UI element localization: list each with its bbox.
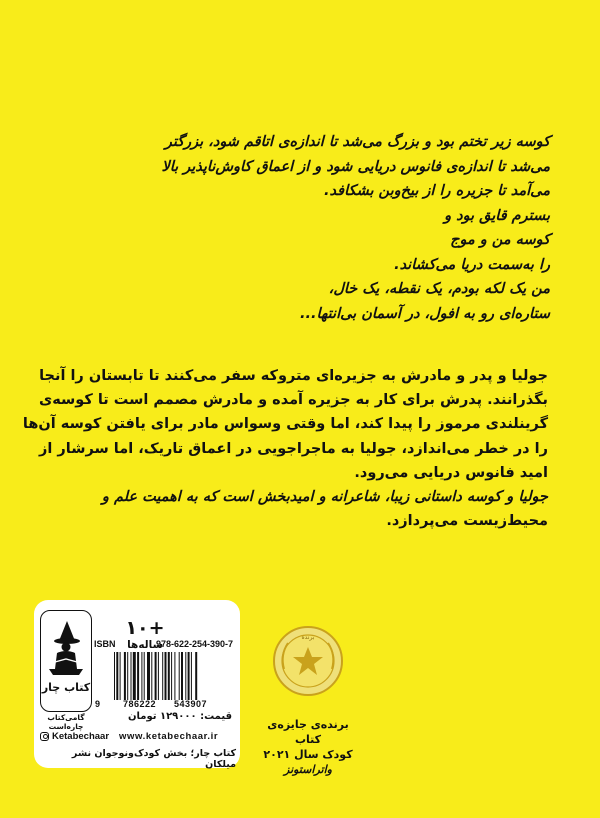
barcode-digits-right: 543907 <box>174 699 208 709</box>
award-line: برنده‌ی جایزه‌ی کتاب <box>267 718 349 746</box>
publisher-line: کتاب چار؛ بخش کودک‌ونوجوان نشر میلکان <box>71 748 236 770</box>
award-badge <box>258 625 358 775</box>
barcode <box>112 652 230 702</box>
publisher-logo <box>40 610 92 712</box>
barcode-digit-left: 9 <box>95 699 101 709</box>
age-number: ۱۰+ <box>125 617 165 639</box>
logo-name: کتاب چار <box>41 681 91 694</box>
website-link: www.ketabechaar.ir <box>119 730 219 742</box>
synopsis-line: بگذرانند. پدرش برای کار به جزیره آمده و مادرش مصمم است تا کوسه‌ی <box>38 392 548 409</box>
award-seal-icon <box>272 625 344 697</box>
instagram-handle: Ketabechaar <box>52 730 110 742</box>
synopsis-line: محیط‌زیست می‌پردازد. <box>386 513 548 530</box>
synopsis-line: را در خطر می‌اندازد، جولیا به ماجراجویی در اعماق تاریک، اما سرشار از <box>39 440 548 457</box>
isbn-number: 978-622-254-390-7 <box>156 639 234 649</box>
social-links <box>40 729 236 743</box>
award-line: کودک سال ۲۰۲۱ <box>263 748 353 761</box>
poem-line: کوسه من و موج <box>450 232 550 248</box>
poem-line: می‌شد تا اندازه‌ی فانوس دریایی شود و از اعماق کاوش‌ناپذیر بالا <box>161 158 550 175</box>
price-label: قیمت: ۱۲۹۰۰۰ تومان <box>127 711 232 722</box>
award-seal-text: برنده <box>301 634 315 641</box>
synopsis-line: جولیا و پدر و مادرش به جزیره‌ای متروکه سفر می‌کنند تا تابستان را آنجا <box>39 368 548 384</box>
poem-line: من یک لکه بودم، یک نقطه، یک خال، <box>328 281 550 297</box>
witch-reading-icon <box>45 619 87 679</box>
instagram-icon <box>40 732 49 741</box>
barcode-digits-middle: 786222 <box>123 699 157 709</box>
synopsis-line: گرینلندی مرموز را پیدا کند، اما وقتی وسواس مادر برای یافتن کوسه آن‌ها <box>22 416 548 433</box>
poem-excerpt <box>70 130 550 326</box>
synopsis-line: جولیا و کوسه داستانی زیبا، شاعرانه و امیدبخش است که به اهمیت علم و <box>101 489 548 506</box>
poem-line: ستاره‌ای رو به افول، در آسمان بی‌انتها... <box>300 305 550 322</box>
book-synopsis <box>22 364 548 533</box>
poem-line: می‌آمد تا جزیره را از بیخ‌وبن بشکافد. <box>324 183 550 199</box>
isbn-label: ISBN <box>94 639 116 649</box>
synopsis-line: امید فانوس دریایی می‌رود. <box>354 464 548 481</box>
logo-slogan: گامی‌کتاب‌ چاره‌است <box>47 713 85 731</box>
poem-line: کوسه زیر تختم بود و بزرگ می‌شد تا اندازه‌ی اتاقم شود، بزرگتر <box>164 134 550 150</box>
poem-line: بسترم قایق بود و <box>444 207 550 224</box>
award-caption <box>258 717 358 777</box>
award-line: واتراستونز <box>284 763 332 776</box>
age-label: ساله‌ها <box>127 639 163 651</box>
poem-line: را به‌سمت دریا می‌کشاند. <box>394 256 550 273</box>
